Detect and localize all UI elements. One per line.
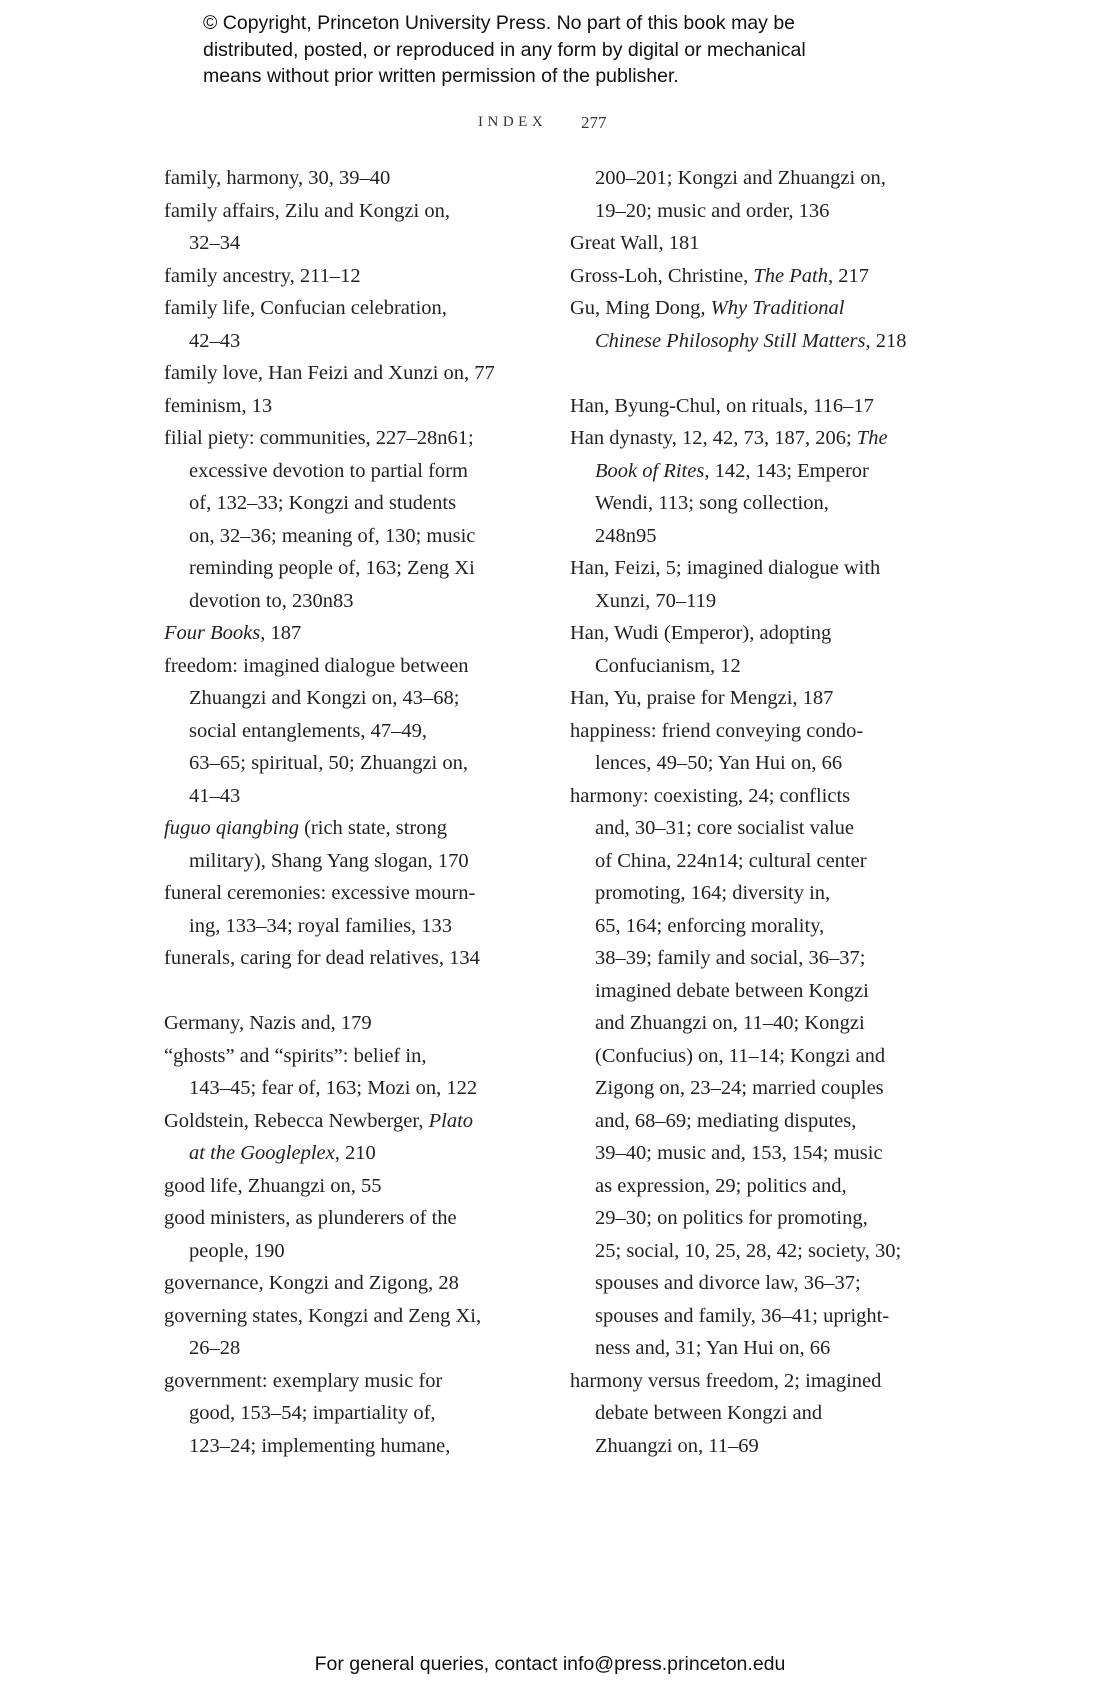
entry-text: of China, 224n14; cultural center (595, 849, 867, 872)
entry-text: and, 68–69; mediating disputes, (595, 1109, 857, 1132)
entry-text: governance, Kongzi and Zigong, 28 (164, 1272, 459, 1294)
index-entry-line (164, 942, 495, 975)
index-entry (164, 260, 495, 293)
italic-title: The (856, 427, 888, 449)
index-entry-line (570, 1365, 906, 1398)
index-entry-line (164, 1267, 495, 1300)
index-entry-line (570, 1267, 906, 1300)
entry-text: military), Shang Yang slogan, 170 (189, 849, 469, 872)
entry-text: lences, 49–50; Yan Hui on, 66 (595, 752, 843, 774)
index-entry (164, 162, 495, 195)
entry-text: harmony versus freedom, 2; imagined (570, 1369, 882, 1392)
index-entry-line (570, 715, 906, 748)
entry-text: Gross-Loh, Christine, (570, 264, 754, 287)
entry-text: Zigong on, 23–24; married couples (595, 1077, 884, 1099)
entry-text: family ancestry, 211–12 (164, 264, 361, 287)
entry-text: devotion to, 230n83 (189, 589, 354, 612)
index-entry-line (164, 552, 495, 585)
entry-text: , 187 (260, 622, 302, 644)
index-entry (164, 617, 495, 650)
entry-text: , 218 (865, 329, 907, 352)
index-entry-line (164, 910, 495, 943)
index-entry-line (164, 650, 495, 683)
entry-text: social entanglements, 47–49, (189, 719, 427, 742)
entry-text: Gu, Ming Dong, (570, 297, 711, 319)
entry-text: family life, Confucian celebration, (164, 297, 447, 319)
entry-text: ness and, 31; Yan Hui on, 66 (595, 1337, 831, 1359)
index-entry-line (570, 390, 906, 423)
entry-text: 25; social, 10, 25, 28, 42; society, 30; (595, 1239, 902, 1262)
index-entry-line (570, 227, 906, 260)
index-entry-line (164, 260, 495, 293)
entry-text: 200–201; Kongzi and Zhuangzi on, (595, 167, 886, 189)
index-entry (570, 260, 906, 293)
entry-text: Confucianism, 12 (595, 654, 741, 677)
entry-text: people, 190 (189, 1239, 285, 1262)
entry-text: imagined debate between Kongzi (595, 979, 869, 1002)
entry-text: , 210 (334, 1142, 376, 1164)
copyright-notice (203, 10, 806, 90)
index-entry-line (164, 1365, 495, 1398)
italic-title: Chinese Philosophy Still Matters (595, 329, 866, 352)
index-column-left (164, 162, 495, 1462)
index-entry-line (570, 195, 906, 228)
index-entry-line (164, 422, 495, 455)
index-entry-line (164, 1332, 495, 1365)
italic-title: The Path (753, 264, 828, 287)
index-entry-line (570, 617, 906, 650)
entry-text: filial piety: communities, 227–28n61; (164, 427, 474, 449)
entry-text: Han dynasty, 12, 42, 73, 187, 206; (570, 427, 857, 449)
index-entry (164, 357, 495, 390)
index-entry (570, 617, 906, 682)
index-entry-line (164, 195, 495, 228)
index-entry (164, 195, 495, 260)
entry-text: 19–20; music and order, 136 (595, 199, 830, 222)
index-entry (570, 422, 906, 552)
index-entry-line (570, 1397, 906, 1430)
index-entry-line (570, 812, 906, 845)
index-entry (164, 942, 495, 975)
index-entry-line (164, 747, 495, 780)
entry-text: feminism, 13 (164, 394, 273, 417)
index-entry (570, 780, 906, 1365)
index-entry-line (570, 1040, 906, 1073)
index-entry-line (164, 292, 495, 325)
index-entry-line (570, 747, 906, 780)
entry-text: and Zhuangzi on, 11–40; Kongzi (595, 1012, 865, 1034)
index-entry-line (164, 227, 495, 260)
index-entry-line (570, 1072, 906, 1105)
index-entry-line (570, 650, 906, 683)
italic-title: Book of Rites (595, 459, 705, 482)
index-entry-line (164, 1300, 495, 1333)
index-entry (570, 682, 906, 715)
entry-text: 26–28 (189, 1337, 241, 1359)
index-entry-line (570, 1170, 906, 1203)
index-entry-line (570, 1105, 906, 1138)
entry-text: funerals, caring for dead relatives, 134 (164, 947, 480, 969)
entry-text: 39–40; music and, 153, 154; music (595, 1142, 883, 1164)
index-entry (570, 552, 906, 617)
entry-text: reminding people of, 163; Zeng Xi (189, 557, 475, 579)
page-number: 277 (581, 113, 607, 132)
index-entry (164, 292, 495, 357)
entry-text: 29–30; on politics for promoting, (595, 1207, 868, 1229)
entry-text: Germany, Nazis and, 179 (164, 1012, 372, 1034)
entry-text: good, 153–54; impartiality of, (189, 1402, 436, 1424)
index-entry (570, 715, 906, 780)
index-entry (164, 650, 495, 813)
letter-group-gap (164, 975, 495, 1008)
index-entry-line (164, 487, 495, 520)
index-entry-line (570, 325, 906, 358)
index-entry-line (164, 1397, 495, 1430)
entry-text: 41–43 (189, 784, 241, 807)
entry-text: 143–45; fear of, 163; Mozi on, 122 (189, 1077, 478, 1099)
entry-text: “ghosts” and “spirits”: belief in, (164, 1044, 427, 1067)
entry-text: Han, Feizi, 5; imagined dialogue with (570, 557, 881, 579)
entry-text: debate between Kongzi and (595, 1402, 823, 1424)
index-entry-line (570, 780, 906, 813)
index-entry-line (570, 1007, 906, 1040)
entry-text: 32–34 (189, 232, 241, 254)
index-entry-line (164, 162, 495, 195)
index-entry-line (570, 1430, 906, 1463)
index-entry-line (164, 780, 495, 813)
index-entry-line (570, 942, 906, 975)
index-entry-line (570, 682, 906, 715)
index-entry-line (164, 325, 495, 358)
index-entry-line (164, 520, 495, 553)
index-entry-line (570, 422, 906, 455)
index-entry-line (570, 1202, 906, 1235)
index-entry-line (164, 1430, 495, 1463)
index-entry (164, 1040, 495, 1105)
index-entry (164, 1105, 495, 1170)
entry-text: 248n95 (595, 524, 657, 547)
index-entry (164, 1267, 495, 1300)
index-entry-line (164, 715, 495, 748)
index-entry (570, 1365, 906, 1463)
entry-text: 65, 164; enforcing morality, (595, 914, 825, 937)
index-entry-line (570, 455, 906, 488)
entry-text: 123–24; implementing humane, (189, 1434, 451, 1457)
entry-text: family affairs, Zilu and Kongzi on, (164, 199, 450, 222)
entry-text: of, 132–33; Kongzi and students (189, 492, 457, 514)
entry-text: and, 30–31; core socialist value (595, 817, 855, 839)
entry-text: Han, Yu, praise for Mengzi, 187 (570, 687, 834, 709)
italic-title: Why Traditional (710, 297, 845, 319)
index-entry (164, 1365, 495, 1463)
index-entry-line (164, 1040, 495, 1073)
entry-text: Wendi, 113; song collection, (595, 492, 829, 514)
italic-title: at the Googleplex (189, 1142, 335, 1164)
index-entry-line (164, 1137, 495, 1170)
index-entry-line (570, 292, 906, 325)
index-entry-line (570, 1235, 906, 1268)
index-entry-line (164, 812, 495, 845)
entry-text: Great Wall, 181 (570, 232, 700, 254)
index-entry-line (164, 617, 495, 650)
index-entry-line (570, 910, 906, 943)
index-column-right (570, 162, 906, 1462)
index-entry-line (570, 520, 906, 553)
entry-text: government: exemplary music for (164, 1369, 443, 1392)
index-entry-line (570, 585, 906, 618)
entry-text: happiness: friend conveying condo- (570, 719, 864, 742)
index-entry-line (164, 357, 495, 390)
index-entry (570, 227, 906, 260)
entry-text: freedom: imagined dialogue between (164, 654, 469, 677)
index-entry-line (164, 1202, 495, 1235)
entry-text: spouses and family, 36–41; upright- (595, 1304, 890, 1327)
index-entry (570, 162, 906, 227)
entry-text: ing, 133–34; royal families, 133 (189, 914, 453, 937)
index-entry (570, 292, 906, 357)
index-entry-line (164, 1007, 495, 1040)
index-entry (570, 390, 906, 423)
index-entry (164, 1300, 495, 1365)
entry-text: good ministers, as plunderers of the (164, 1207, 457, 1229)
entry-text: 42–43 (189, 329, 241, 352)
entry-text: (Confucius) on, 11–14; Kongzi and (595, 1044, 886, 1067)
index-entry (164, 390, 495, 423)
index-entry (164, 812, 495, 877)
italic-title: Four Books (164, 622, 261, 644)
index-entry-line (570, 260, 906, 293)
index-entry-line (570, 487, 906, 520)
index-entry-line (164, 682, 495, 715)
index-entry (164, 1007, 495, 1040)
index-entry-line (570, 1137, 906, 1170)
entry-text: as expression, 29; politics and, (595, 1174, 847, 1197)
entry-text: good life, Zhuangzi on, 55 (164, 1174, 382, 1197)
index-entry-line (570, 162, 906, 195)
entry-text: harmony: coexisting, 24; conflicts (570, 784, 851, 807)
letter-group-gap (570, 357, 906, 390)
index-entry-line (570, 877, 906, 910)
index-entry-line (164, 1072, 495, 1105)
copyright-line: means without prior written permission of the publisher. (203, 65, 679, 87)
entry-text: (rich state, strong (298, 817, 447, 839)
index-entry (164, 877, 495, 942)
entry-text: Xunzi, 70–119 (595, 589, 717, 612)
index-entry-line (570, 845, 906, 878)
index-entry-line (570, 1332, 906, 1365)
index-entry-line (570, 975, 906, 1008)
entry-text: Han, Wudi (Emperor), adopting (570, 622, 832, 644)
index-entry-line (164, 1170, 495, 1203)
entry-text: Zhuangzi and Kongzi on, 43–68; (189, 687, 460, 709)
index-entry-line (164, 877, 495, 910)
italic-title: fuguo qiangbing (164, 817, 299, 839)
index-entry-line (164, 1105, 495, 1138)
entry-text: governing states, Kongzi and Zeng Xi, (164, 1304, 482, 1327)
copyright-line: distributed, posted, or reproduced in any form by digital or mechanical (203, 38, 806, 61)
entry-text: family, harmony, 30, 39–40 (164, 167, 391, 189)
entry-text: , 217 (827, 264, 869, 287)
index-entry-line (570, 552, 906, 585)
entry-text: , 142, 143; Emperor (704, 459, 869, 482)
entry-text: excessive devotion to partial form (189, 459, 468, 482)
italic-title: Plato (428, 1109, 474, 1132)
entry-text: Goldstein, Rebecca Newberger, (164, 1109, 429, 1132)
entry-text: Han, Byung-Chul, on rituals, 116–17 (570, 394, 874, 417)
copyright-line: © Copyright, Princeton University Press. No part of this book may be (203, 12, 796, 34)
section-label: INDEX (478, 114, 548, 130)
index-entry-line (164, 585, 495, 618)
entry-text: Zhuangzi on, 11–69 (595, 1434, 759, 1457)
index-entry-line (164, 845, 495, 878)
footer-contact: For general queries, contact info@press.princeton.edu (314, 1653, 786, 1675)
index-entry-line (164, 390, 495, 423)
entry-text: family love, Han Feizi and Xunzi on, 77 (164, 362, 495, 384)
index-entry (164, 1170, 495, 1203)
entry-text: spouses and divorce law, 36–37; (595, 1272, 861, 1294)
entry-text: on, 32–36; meaning of, 130; music (189, 524, 476, 547)
entry-text: promoting, 164; diversity in, (595, 882, 831, 904)
index-entry-line (164, 1235, 495, 1268)
entry-text: funeral ceremonies: excessive mourn- (164, 882, 476, 904)
entry-text: 38–39; family and social, 36–37; (595, 947, 866, 969)
index-entry (164, 1202, 495, 1267)
index-entry-line (570, 1300, 906, 1333)
index-entry-line (164, 455, 495, 488)
entry-text: 63–65; spiritual, 50; Zhuangzi on, (189, 752, 468, 774)
index-entry (164, 422, 495, 617)
